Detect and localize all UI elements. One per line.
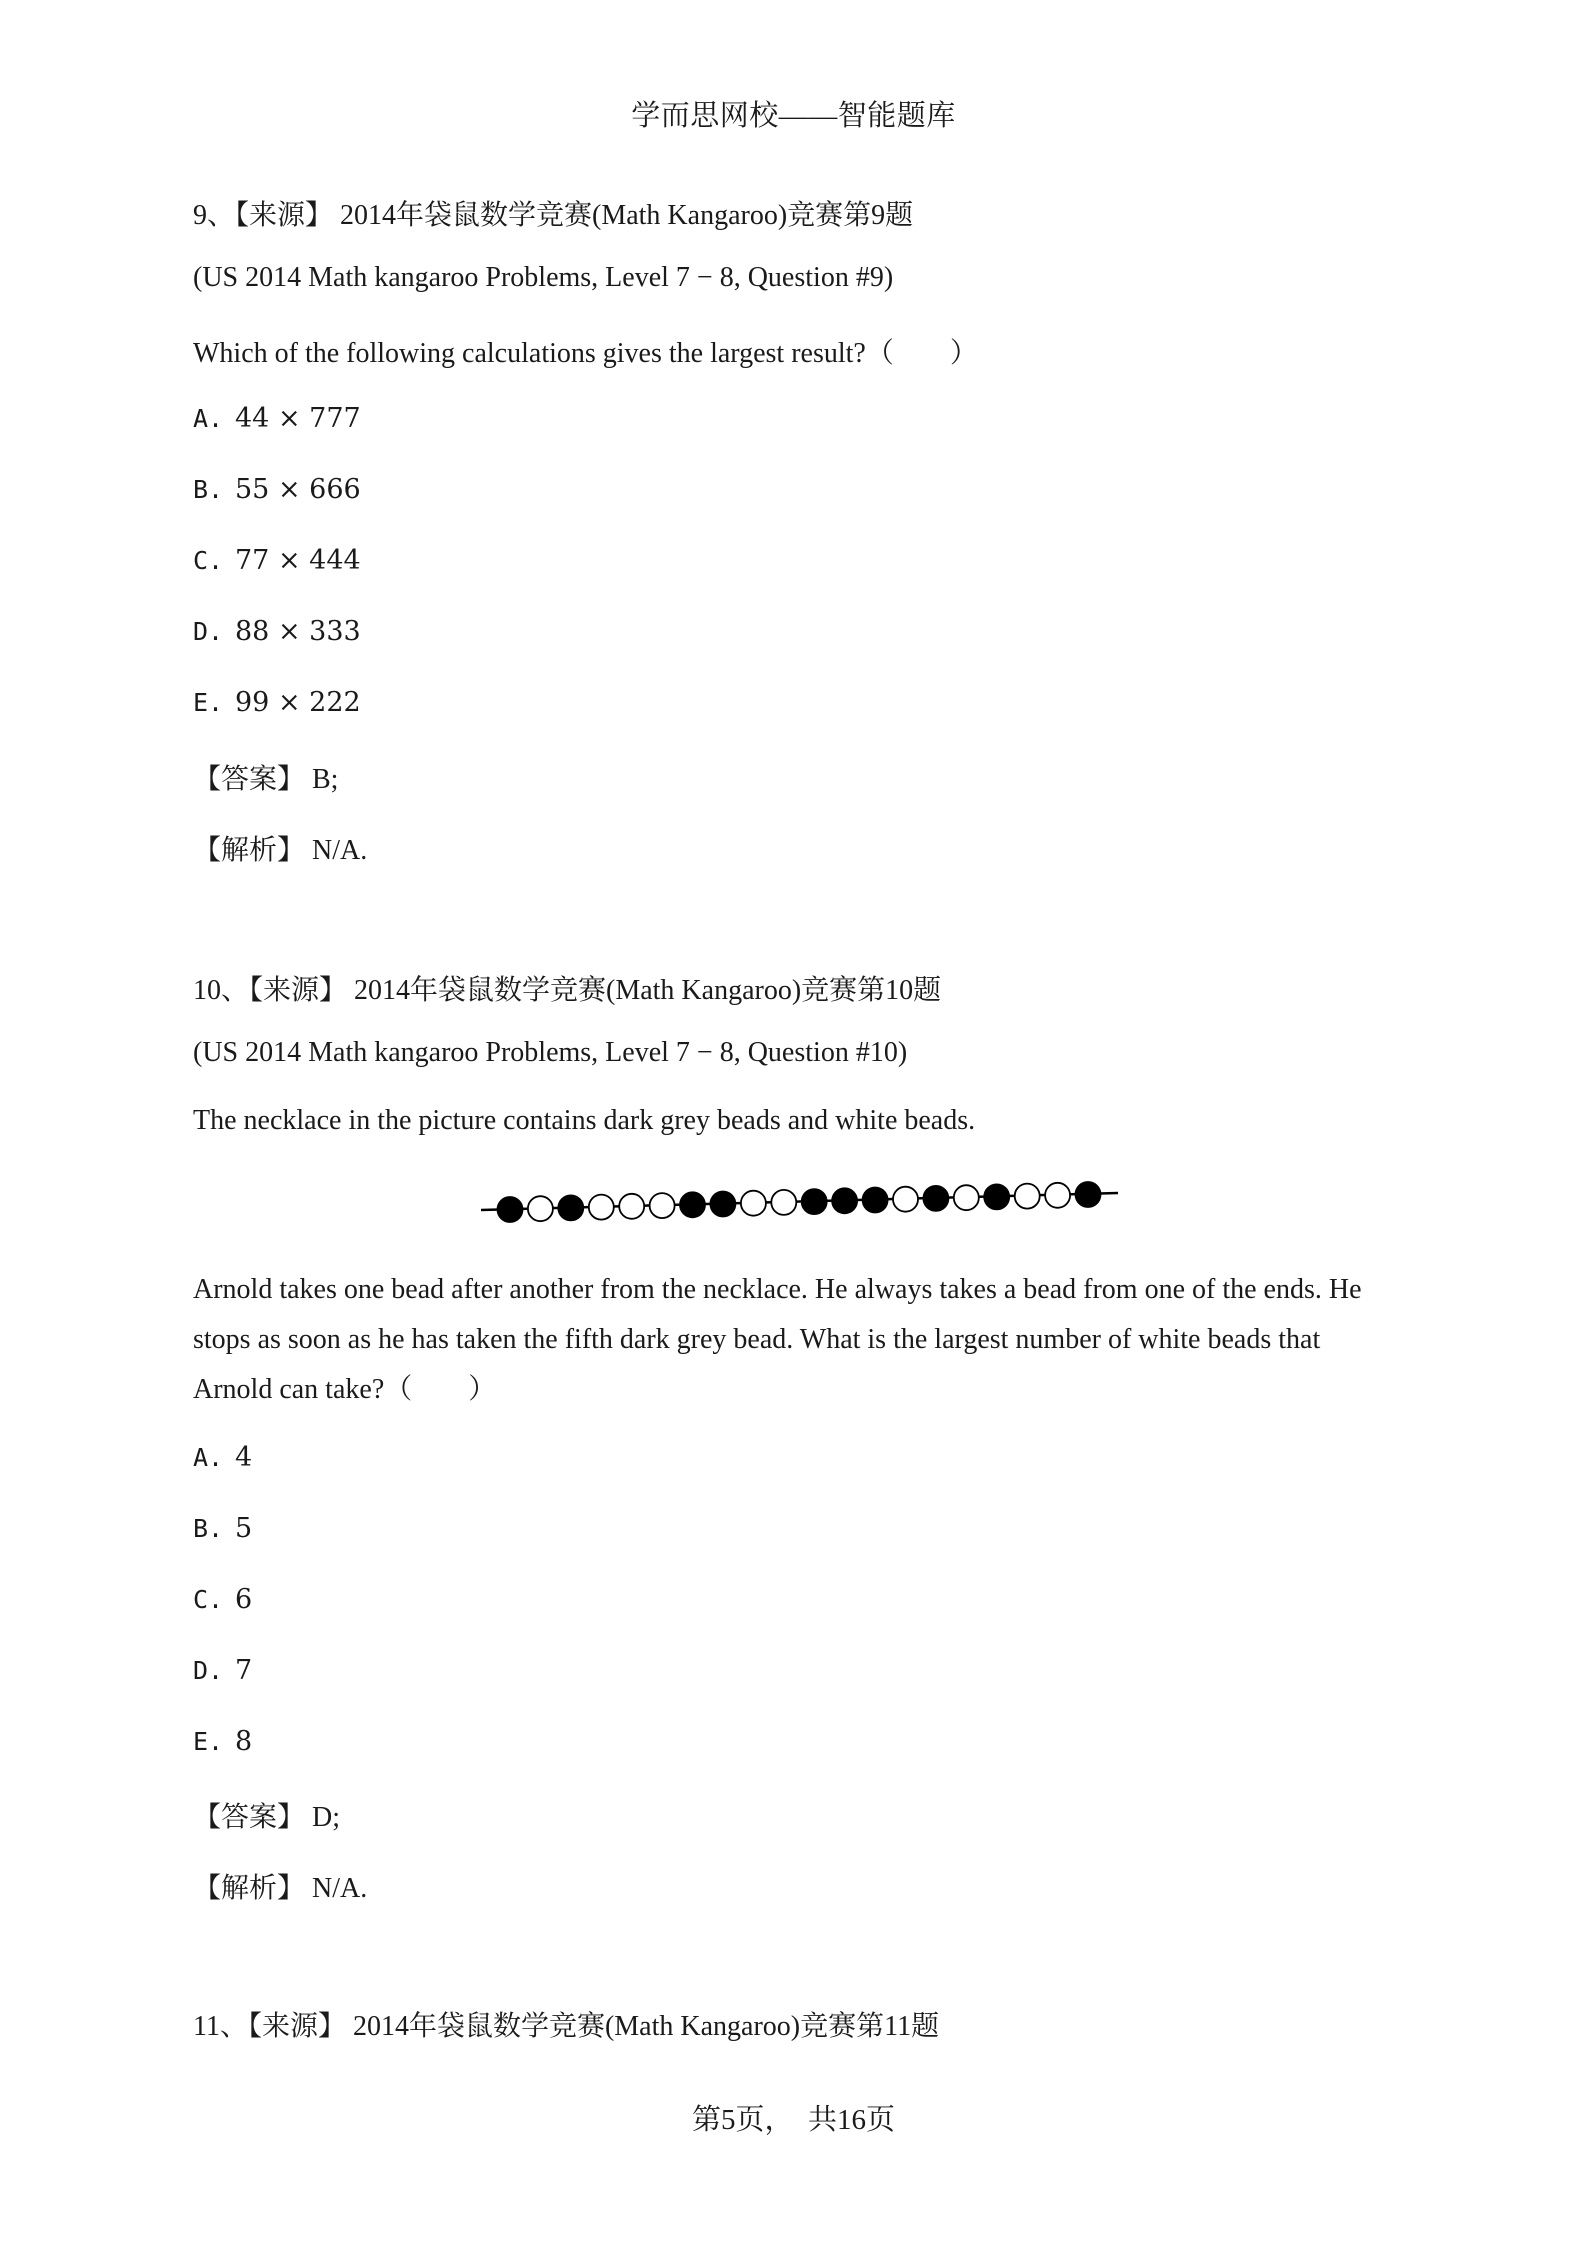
dark-bead <box>1076 1182 1101 1207</box>
white-bead <box>619 1194 644 1219</box>
q10-intro: The necklace in the picture contains dark grey beads and white beads. <box>193 1105 976 1136</box>
option-letter: B. <box>193 1514 224 1543</box>
option-letter: D. <box>193 617 224 646</box>
option-text: 99 × 222 <box>235 687 361 718</box>
white-bead <box>650 1193 675 1218</box>
q10-analysis: 【解析】 N/A. <box>193 1873 368 1904</box>
option-letter: C. <box>193 1585 224 1614</box>
white-bead <box>1045 1183 1070 1208</box>
q9-question: Which of the following calculations gives the largest result?（ ） <box>193 338 978 369</box>
white-bead <box>893 1187 918 1212</box>
necklace-figure <box>478 1170 1124 1230</box>
option-text: 4 <box>235 1442 253 1473</box>
white-bead <box>1015 1184 1040 1209</box>
q9-option-a <box>193 403 361 434</box>
q10-question: Arnold takes one bead after another from the necklace. He always takes a bead from one of the ends. He stops as soon as he has taken the fifth dark grey bead. What is the largest number of white beads that Arnold can take?（ ） <box>193 1274 1362 1405</box>
q9-option-d <box>193 616 361 647</box>
option-letter: B. <box>193 475 224 504</box>
page-header: 学而思网校——智能题库 <box>631 100 956 132</box>
dark-bead <box>680 1192 705 1217</box>
q9-option-b <box>193 474 361 505</box>
option-letter: E. <box>193 1727 224 1756</box>
q10-source-line: 10、【来源】 2014年袋鼠数学竞赛(Math Kangaroo)竞赛第10题 <box>193 975 942 1006</box>
q9-option-e <box>193 687 361 718</box>
page-footer: 第5页， 共16页 <box>691 2104 895 2136</box>
q9-option-c <box>193 545 361 576</box>
option-text: 44 × 777 <box>235 403 361 434</box>
white-bead <box>741 1191 766 1216</box>
option-letter: C. <box>193 546 224 575</box>
q11-source-line: 11、【来源】 2014年袋鼠数学竞赛(Math Kangaroo)竞赛第11题 <box>193 2011 940 2042</box>
option-letter: A. <box>193 1443 224 1472</box>
option-text: 77 × 444 <box>235 545 361 576</box>
q10-answer: 【答案】 D; <box>193 1802 341 1833</box>
white-bead <box>528 1196 553 1221</box>
option-letter: D. <box>193 1656 224 1685</box>
q10-subtitle: (US 2014 Math kangaroo Problems, Level 7 − 8, Question #10) <box>193 1037 908 1068</box>
q10-option-d <box>193 1655 252 1686</box>
dark-bead <box>498 1197 523 1222</box>
dark-bead <box>710 1192 735 1217</box>
q10-option-c <box>193 1584 252 1615</box>
option-letter: E. <box>193 688 224 717</box>
dark-bead <box>802 1189 827 1214</box>
option-letter: A. <box>193 404 224 433</box>
white-bead <box>771 1190 796 1215</box>
option-text: 6 <box>235 1584 253 1615</box>
option-text: 88 × 333 <box>235 616 361 647</box>
q9-source-line: 9、【来源】 2014年袋鼠数学竞赛(Math Kangaroo)竞赛第9题 <box>193 200 914 231</box>
dark-bead <box>984 1184 1009 1209</box>
q9-analysis: 【解析】 N/A. <box>193 835 368 866</box>
dark-bead <box>923 1186 948 1211</box>
dark-bead <box>558 1195 583 1220</box>
q10-option-a <box>193 1442 252 1473</box>
q10-option-b <box>193 1513 252 1544</box>
q10-option-e <box>193 1726 252 1757</box>
white-bead <box>589 1195 614 1220</box>
q9-subtitle: (US 2014 Math kangaroo Problems, Level 7 − 8, Question #9) <box>193 262 894 293</box>
option-text: 8 <box>235 1726 253 1757</box>
dark-bead <box>832 1188 857 1213</box>
option-text: 5 <box>235 1513 253 1544</box>
white-bead <box>954 1185 979 1210</box>
dark-bead <box>863 1188 888 1213</box>
option-text: 7 <box>235 1655 253 1686</box>
q9-answer: 【答案】 B; <box>193 764 339 795</box>
option-text: 55 × 666 <box>235 474 361 505</box>
